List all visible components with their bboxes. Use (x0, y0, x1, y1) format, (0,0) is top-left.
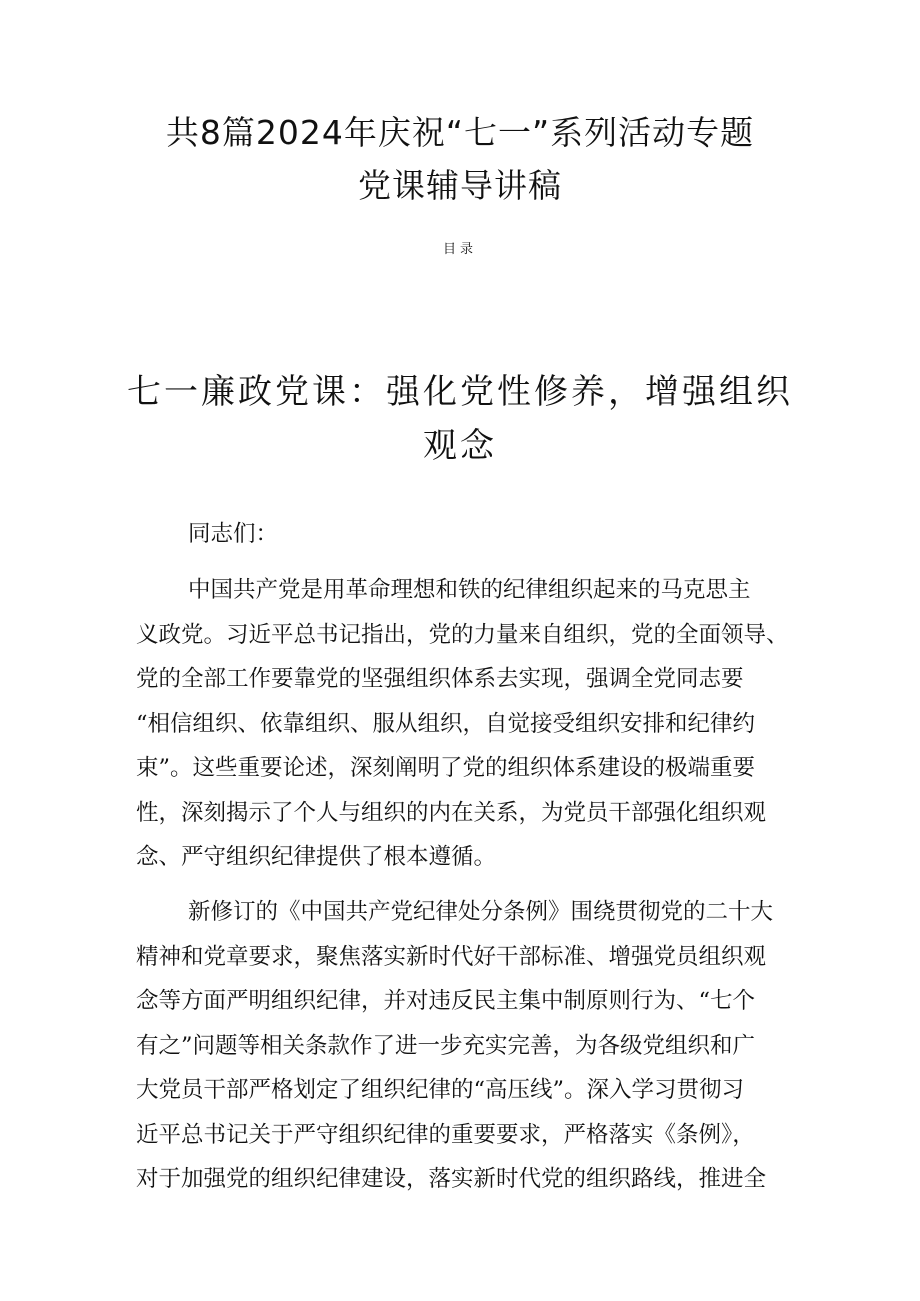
document-title-line-1: 共8篇2024年庆祝“七一”系列活动专题 (165, 113, 755, 152)
paragraph-2 (136, 890, 786, 1202)
paragraph-line: 中国共产党是用革命理想和铁的纪律组织起来的马克思主 (188, 577, 751, 603)
paragraph-line: 念、严守组织纪律提供了根本遵循。 (136, 844, 497, 870)
paragraph-line: 精神和党章要求，聚焦落实新时代好干部标准、增强党员组织观 (136, 943, 767, 970)
paragraph-line: 党的全部工作要靠党的坚强组织体系去实现，强调全党同志要 (136, 666, 744, 692)
paragraph-1 (136, 568, 789, 880)
salutation (136, 512, 786, 557)
salutation-text: 同志们： (188, 521, 279, 547)
paragraph-line: 近平总书记关于严守组织纪律的重要要求，严格落实《条例》， (136, 1121, 755, 1148)
paragraph-line: 新修订的《中国共产党纪律处分条例》围绕贯彻党的二十大 (188, 899, 774, 925)
paragraph-line: 对于加强党的组织纪律建设，落实新时代党的组织路线，推进全 (136, 1166, 767, 1192)
section-title-line-2: 观念 (423, 426, 497, 466)
section-title-line-1: 七一廉政党课：强化党性修养，增强组织 (127, 372, 793, 412)
paragraph-line: 性，深刻揭示了个人与组织的内在关系，为党员干部强化组织观 (136, 799, 767, 826)
paragraph-line: 有之”问题等相关条款作了进一步充实完善，为各级党组织和广 (136, 1032, 756, 1059)
paragraph-line: 大党员干部严格划定了组织纪律的“高压线”。深入学习贯彻习 (136, 1077, 745, 1103)
paragraph-line: 念等方面严明组织纪律，并对违反民主集中制原则行为、“七个 (136, 988, 756, 1014)
table-of-contents-label: 目录 (442, 242, 477, 257)
paragraph-line: “相信组织、依靠组织、服从组织，自觉接受组织安排和纪律约 (136, 710, 756, 737)
paragraph-line: 义政党。习近平总书记指出，党的力量来自组织，党的全面领导、 (136, 621, 789, 648)
paragraph-line: 束”。这些重要论述，深刻阐明了党的组织体系建设的极端重要 (136, 755, 756, 781)
document-title-line-2: 党课辅导讲稿 (358, 166, 562, 205)
